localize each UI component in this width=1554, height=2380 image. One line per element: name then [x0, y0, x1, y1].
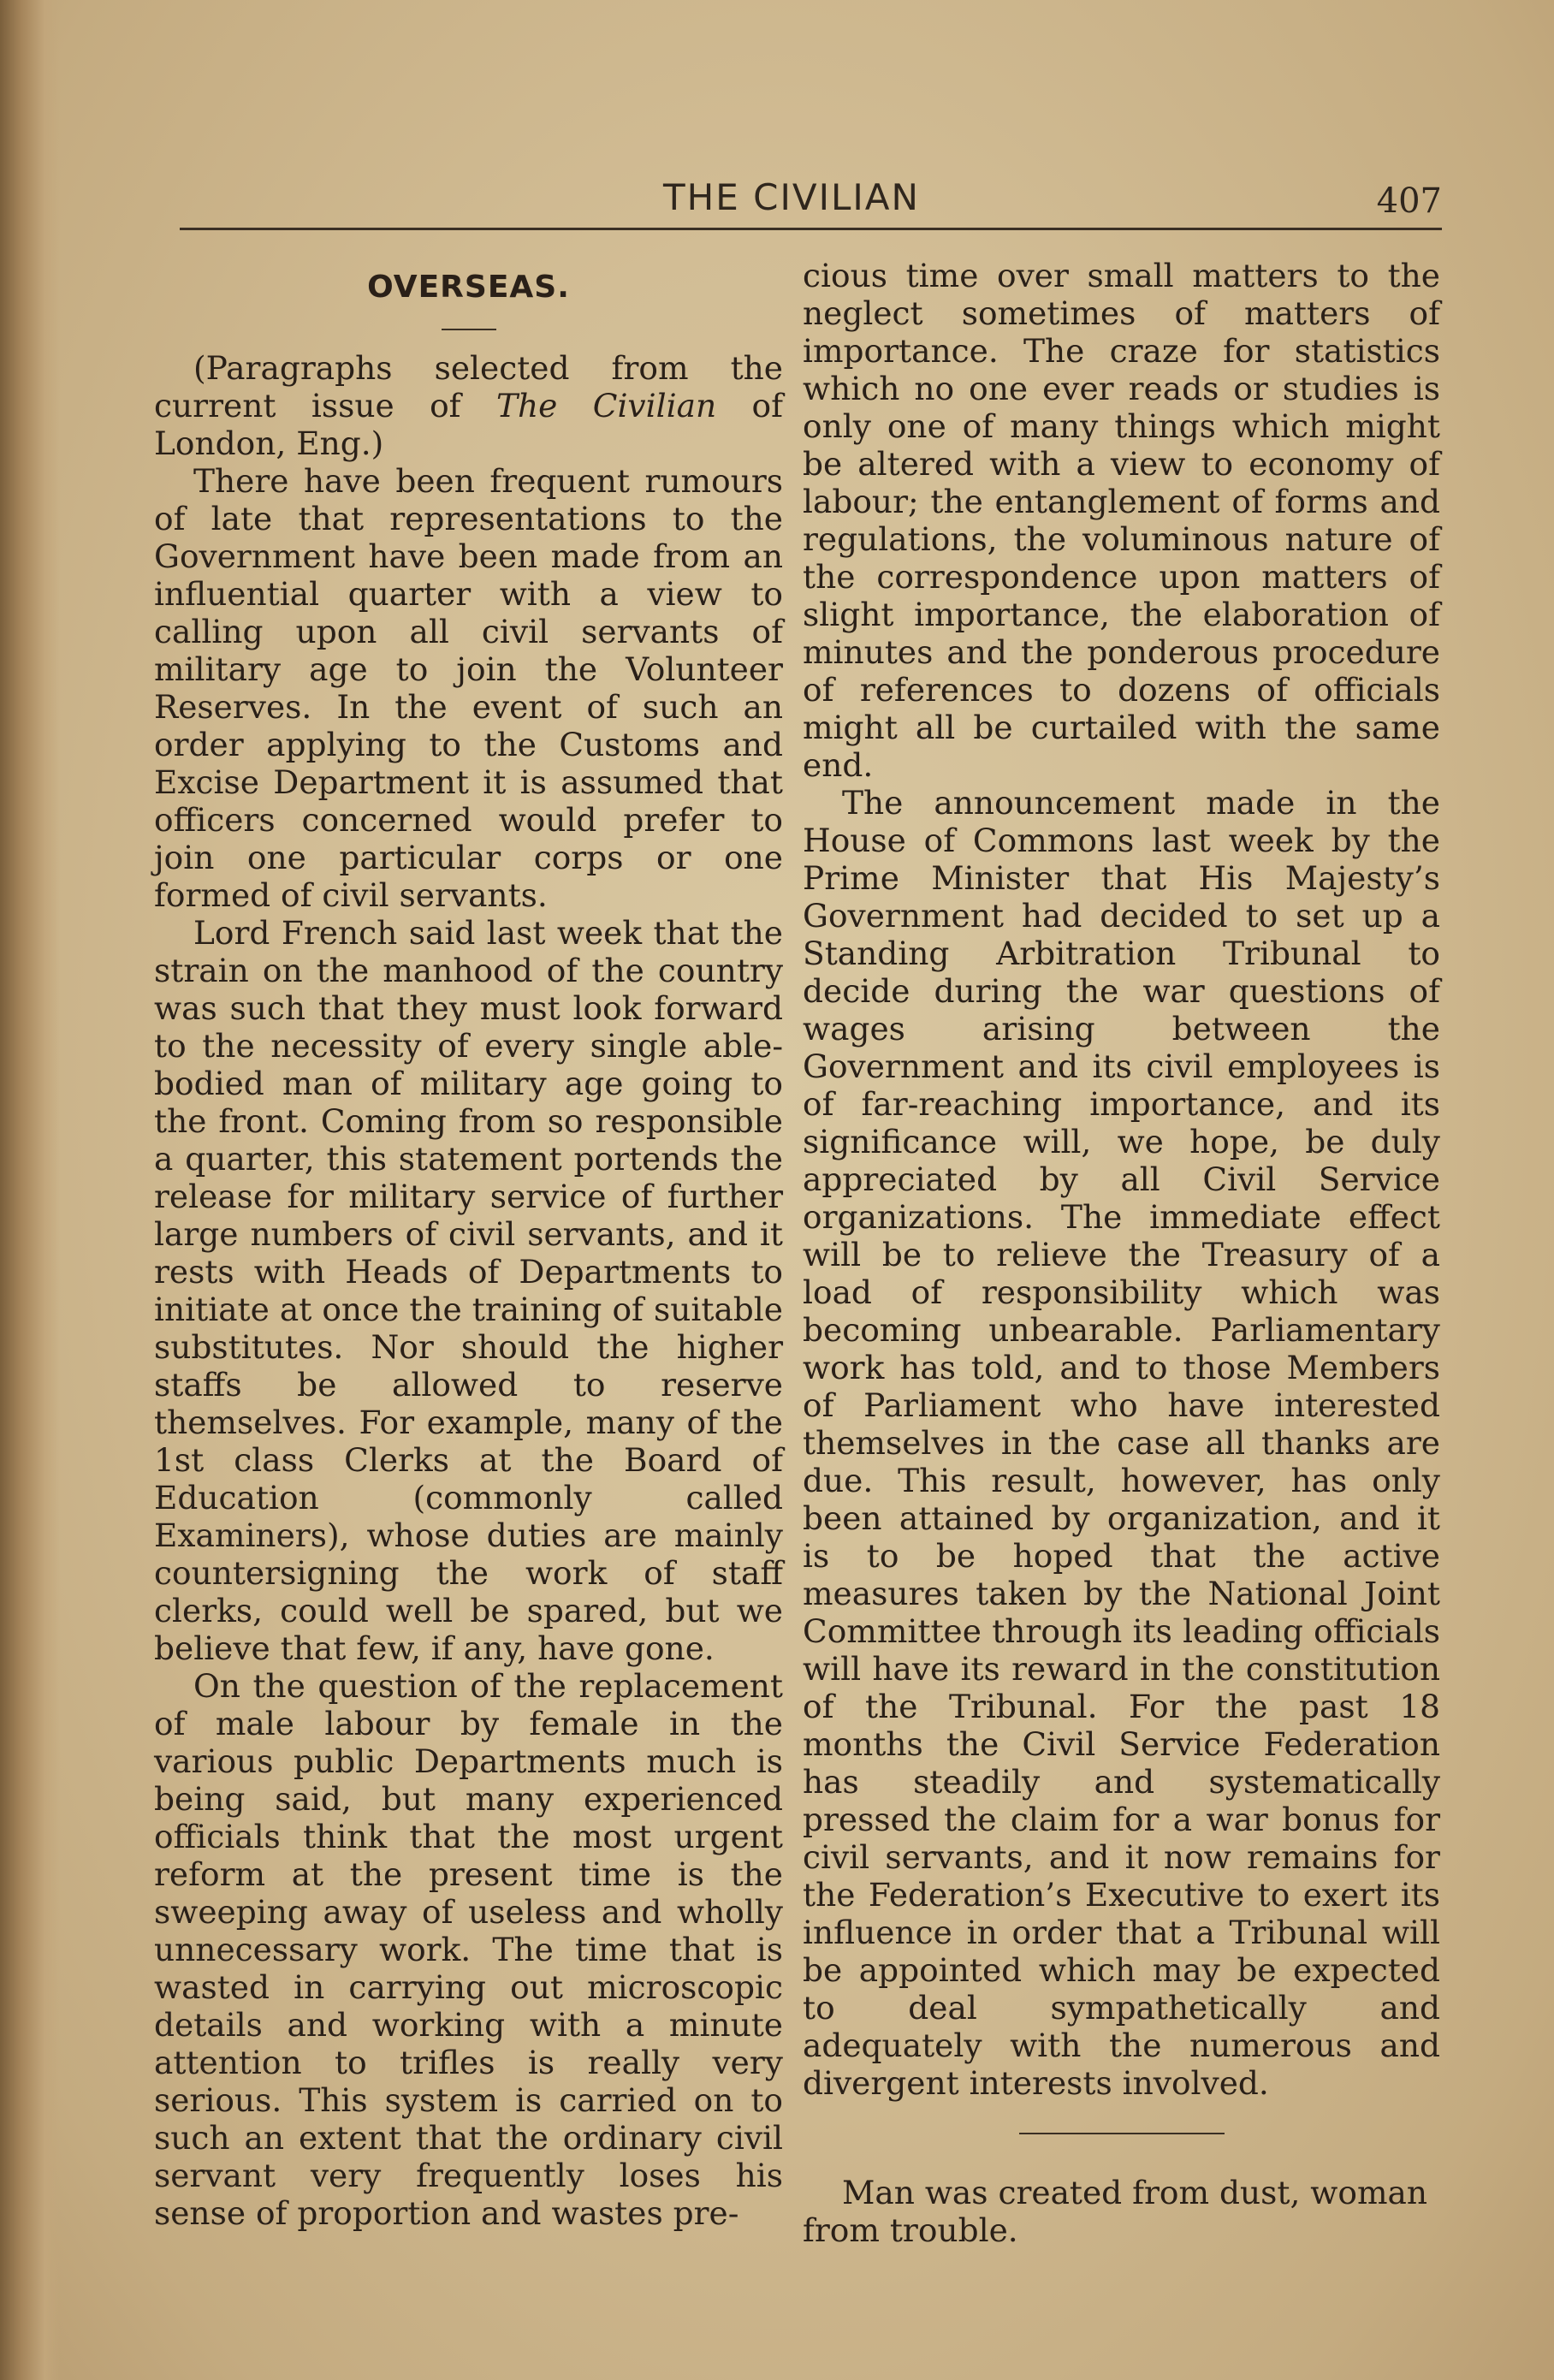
running-header: [180, 169, 1442, 246]
intro-text-end: of London, Eng.): [154, 387, 783, 462]
header-rule: [180, 228, 1442, 230]
article-paragraph-continued: cious time over small matters to the neglect sometimes of matters of importance. The craze for statistics which no one ever reads or studies is only one of many things which might be altered with a view to economy of labour; the entanglement of forms and regulations, the voluminous nature of the correspondence upon matters of slight importance, the elaboration of minutes and the ponderous procedure of references to dozens of officials might all be curtailed with the same end.: [803, 257, 1440, 784]
binding-shadow: [0, 0, 60, 2380]
intro-text-start: (Paragraphs selected from the current issue of: [154, 349, 783, 424]
article-paragraph: There have been frequent rumours of late that representations to the Government have been made from an influential quarter with a view to calling upon all civil servants of military age to join the Volunteer Reserves. In the event of such an order applying to the Customs and Excise Department it is assumed that officers concerned would prefer to join one particular corps or one formed of civil servants.: [154, 462, 783, 914]
right-column: [803, 257, 1440, 2249]
publication-name: The Civilian: [495, 387, 717, 424]
article-paragraph: Lord French said last week that the strain on the manhood of the country was such that they must look forward to the necessity of every single able-bodied man of military age going to the front. Coming from so responsible a quarter, this statement portends the release for military service of further large numbers of civil servants, and it rests with Heads of Departments to initiate at once the training of suitable substitutes. Nor should the higher staffs be allowed to reserve themselves. For example, many of the 1st class Clerks at the Board of Education (commonly called Examiners), whose duties are mainly countersigning the work of staff clerks, could well be spared, but we believe that few, if any, have gone.: [154, 914, 783, 1667]
filler-quote: Man was created from dust, woman from trouble.: [803, 2174, 1428, 2249]
publication-title: THE CIVILIAN: [663, 176, 920, 218]
article-end-rule: [1019, 2133, 1225, 2134]
article-paragraph: On the question of the replacement of male labour by female in the various public Departments much is being said, but many experienced officials think that the most urgent reform at the present time is the sweeping away of useless and wholly unnecessary work. The time that is wasted in carrying out microscopic details and working with a minute attention to trifles is really very serious. This system is carried on to such an extent that the ordinary civil servant very frequently loses his sense of proportion and wastes pre-: [154, 1667, 783, 2232]
left-column: [154, 260, 783, 2232]
page-number: 407: [1376, 181, 1442, 221]
article-title: OVERSEAS.: [367, 270, 570, 305]
intro-paragraph: [154, 349, 783, 462]
title-divider: [442, 329, 496, 330]
article-paragraph: The announcement made in the House of Commons last week by the Prime Minister that His Majesty’s Government had decided to set up a Standing Arbitration Tribunal to decide during the war questions of wages arising between the Government and its civil employees is of far-reaching importance, and its significance will, we hope, be duly appreciated by all Civil Service organizations. The immediate effect will be to relieve the Treasury of a load of responsibility which was becoming unbearable. Parliamentary work has told, and to those Members of Parliament who have interested themselves in the case all thanks are due. This result, however, has only been attained by organization, and it is to be hoped that the active measures taken by the National Joint Committee through its leading officials will have its reward in the constitution of the Tribunal. For the past 18 months the Civil Service Federation has steadily and systematically pressed the claim for a war bonus for civil servants, and it now remains for the Federation’s Executive to exert its influence in order that a Tribunal will be appointed which may be expected to deal sympathetically and adequately with the numerous and divergent interests involved.: [803, 784, 1440, 2102]
